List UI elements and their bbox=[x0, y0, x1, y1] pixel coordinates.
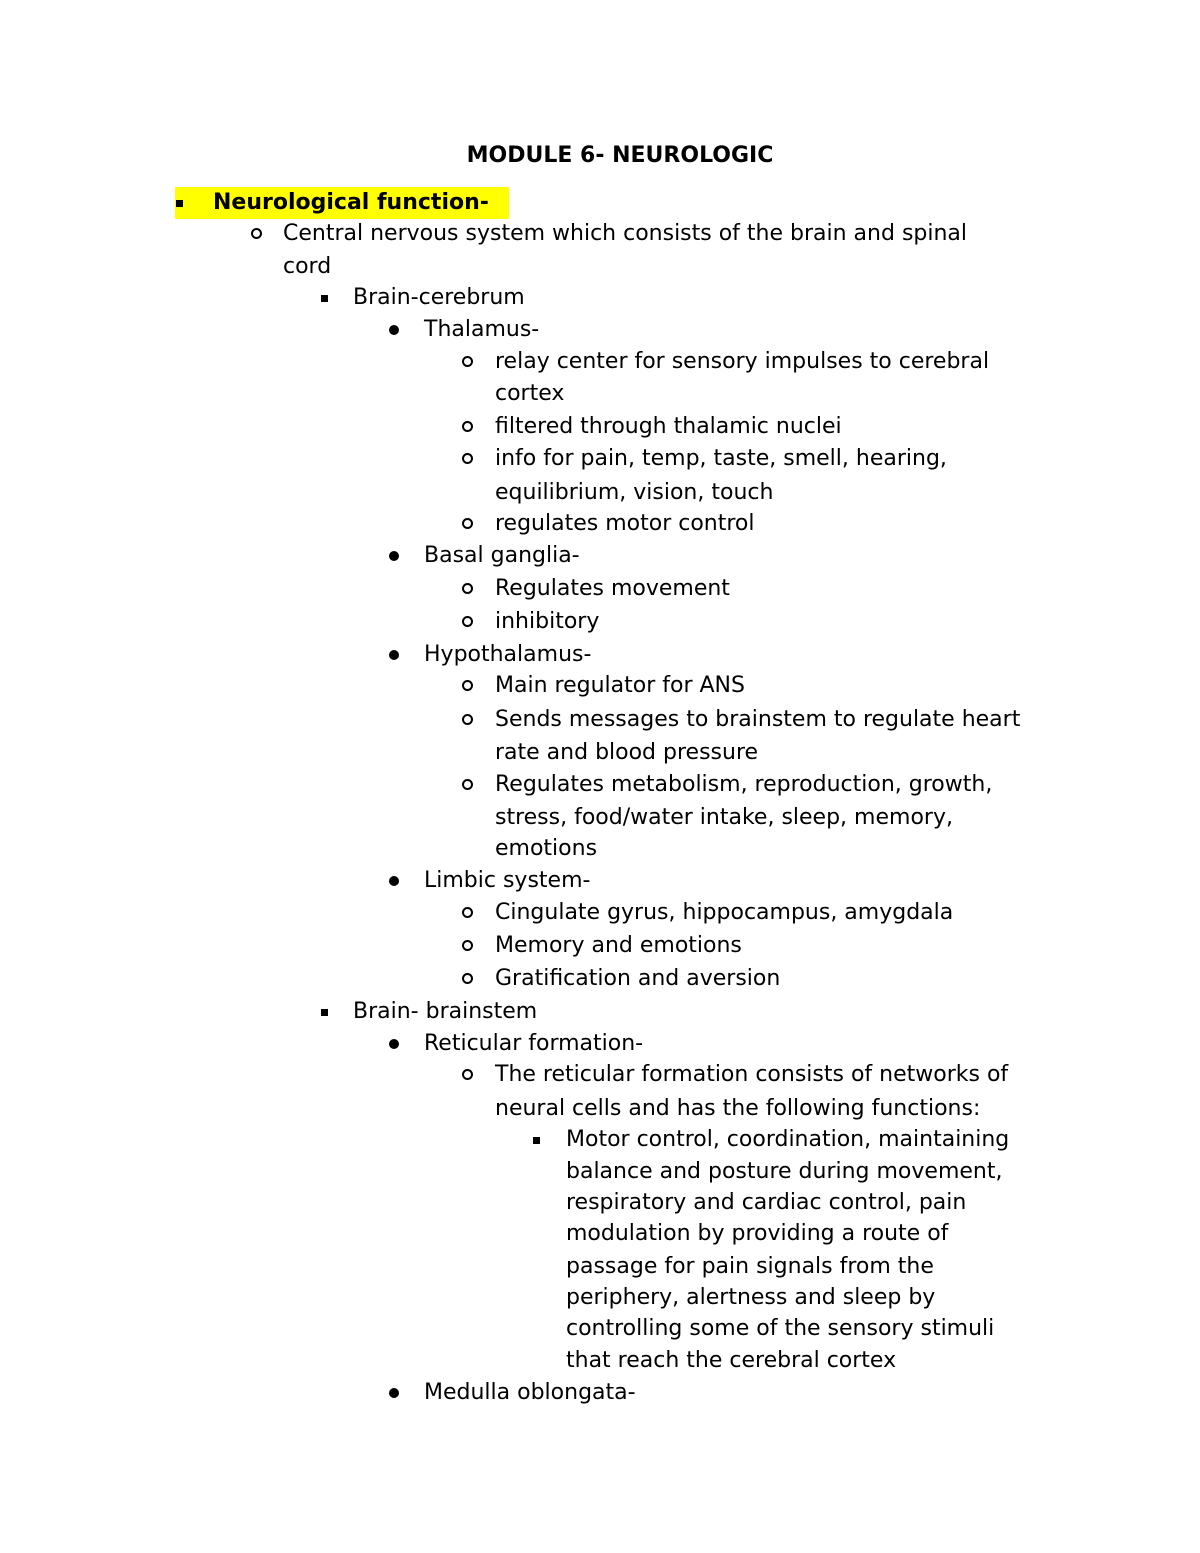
circle-bullet-icon bbox=[462, 453, 473, 464]
outline-line: Motor control, coordination, maintaining bbox=[566, 1127, 1010, 1152]
outline-line: Medulla oblongata- bbox=[424, 1380, 636, 1405]
disc-bullet-icon bbox=[389, 876, 399, 886]
outline-line: rate and blood pressure bbox=[495, 740, 759, 765]
outline-line: equilibrium, vision, touch bbox=[495, 480, 774, 505]
circle-bullet-icon bbox=[462, 714, 473, 725]
outline-line: Main regulator for ANS bbox=[495, 673, 745, 698]
outline-line: Regulates metabolism, reproduction, growth, bbox=[495, 772, 993, 797]
outline-line: controlling some of the sensory stimuli bbox=[566, 1316, 995, 1341]
outline-line: balance and posture during movement, bbox=[566, 1159, 1003, 1184]
disc-bullet-icon bbox=[389, 551, 399, 561]
disc-bullet-icon bbox=[389, 650, 399, 660]
circle-bullet-icon bbox=[462, 583, 473, 594]
circle-bullet-icon bbox=[462, 940, 473, 951]
outline-line: Regulates movement bbox=[495, 576, 730, 601]
outline-line: Cingulate gyrus, hippocampus, amygdala bbox=[495, 900, 954, 925]
outline-line: Neurological function- bbox=[213, 190, 489, 215]
document-title: MODULE 6- NEUROLOGIC bbox=[466, 143, 774, 168]
outline-line: periphery, alertness and sleep by bbox=[566, 1285, 936, 1310]
circle-bullet-icon bbox=[251, 228, 262, 239]
outline-line: cortex bbox=[495, 381, 565, 406]
disc-bullet-icon bbox=[389, 325, 399, 335]
outline-line: stress, food/water intake, sleep, memory, bbox=[495, 805, 953, 830]
outline-line: Brain- brainstem bbox=[353, 999, 538, 1024]
outline-line: Memory and emotions bbox=[495, 933, 742, 958]
circle-bullet-icon bbox=[462, 907, 473, 918]
outline-line: Sends messages to brainstem to regulate heart bbox=[495, 707, 1021, 732]
outline-line: relay center for sensory impulses to cerebral bbox=[495, 349, 990, 374]
circle-bullet-icon bbox=[462, 680, 473, 691]
circle-bullet-icon bbox=[462, 616, 473, 627]
outline-line: that reach the cerebral cortex bbox=[566, 1348, 897, 1373]
outline-line: Central nervous system which consists of the brain and spinal bbox=[283, 221, 968, 246]
outline-line: inhibitory bbox=[495, 609, 600, 634]
square-bullet-icon bbox=[176, 200, 183, 207]
outline-line: Hypothalamus- bbox=[424, 642, 592, 667]
circle-bullet-icon bbox=[462, 1069, 473, 1080]
outline-line: filtered through thalamic nuclei bbox=[495, 414, 842, 439]
outline-line: Brain-cerebrum bbox=[353, 285, 525, 310]
outline-line: emotions bbox=[495, 836, 598, 861]
outline-line: modulation by providing a route of bbox=[566, 1221, 949, 1246]
circle-bullet-icon bbox=[462, 779, 473, 790]
outline-line: Thalamus- bbox=[424, 317, 540, 342]
outline-line: Reticular formation- bbox=[424, 1031, 644, 1056]
outline-line: cord bbox=[283, 254, 332, 279]
disc-bullet-icon bbox=[389, 1039, 399, 1049]
outline-line: The reticular formation consists of networks of bbox=[495, 1062, 1009, 1087]
outline-line: passage for pain signals from the bbox=[566, 1254, 934, 1279]
square-bullet-icon bbox=[533, 1137, 540, 1144]
disc-bullet-icon bbox=[389, 1388, 399, 1398]
outline-line: Gratification and aversion bbox=[495, 966, 781, 991]
outline-line: Limbic system- bbox=[424, 868, 591, 893]
square-bullet-icon bbox=[321, 295, 328, 302]
circle-bullet-icon bbox=[462, 421, 473, 432]
circle-bullet-icon bbox=[462, 518, 473, 529]
circle-bullet-icon bbox=[462, 356, 473, 367]
outline-line: info for pain, temp, taste, smell, hearing, bbox=[495, 446, 947, 471]
outline-line: neural cells and has the following functions: bbox=[495, 1096, 981, 1121]
square-bullet-icon bbox=[321, 1009, 328, 1016]
outline-line: Basal ganglia- bbox=[424, 543, 580, 568]
outline-line: regulates motor control bbox=[495, 511, 755, 536]
outline-line: respiratory and cardiac control, pain bbox=[566, 1190, 967, 1215]
circle-bullet-icon bbox=[462, 973, 473, 984]
